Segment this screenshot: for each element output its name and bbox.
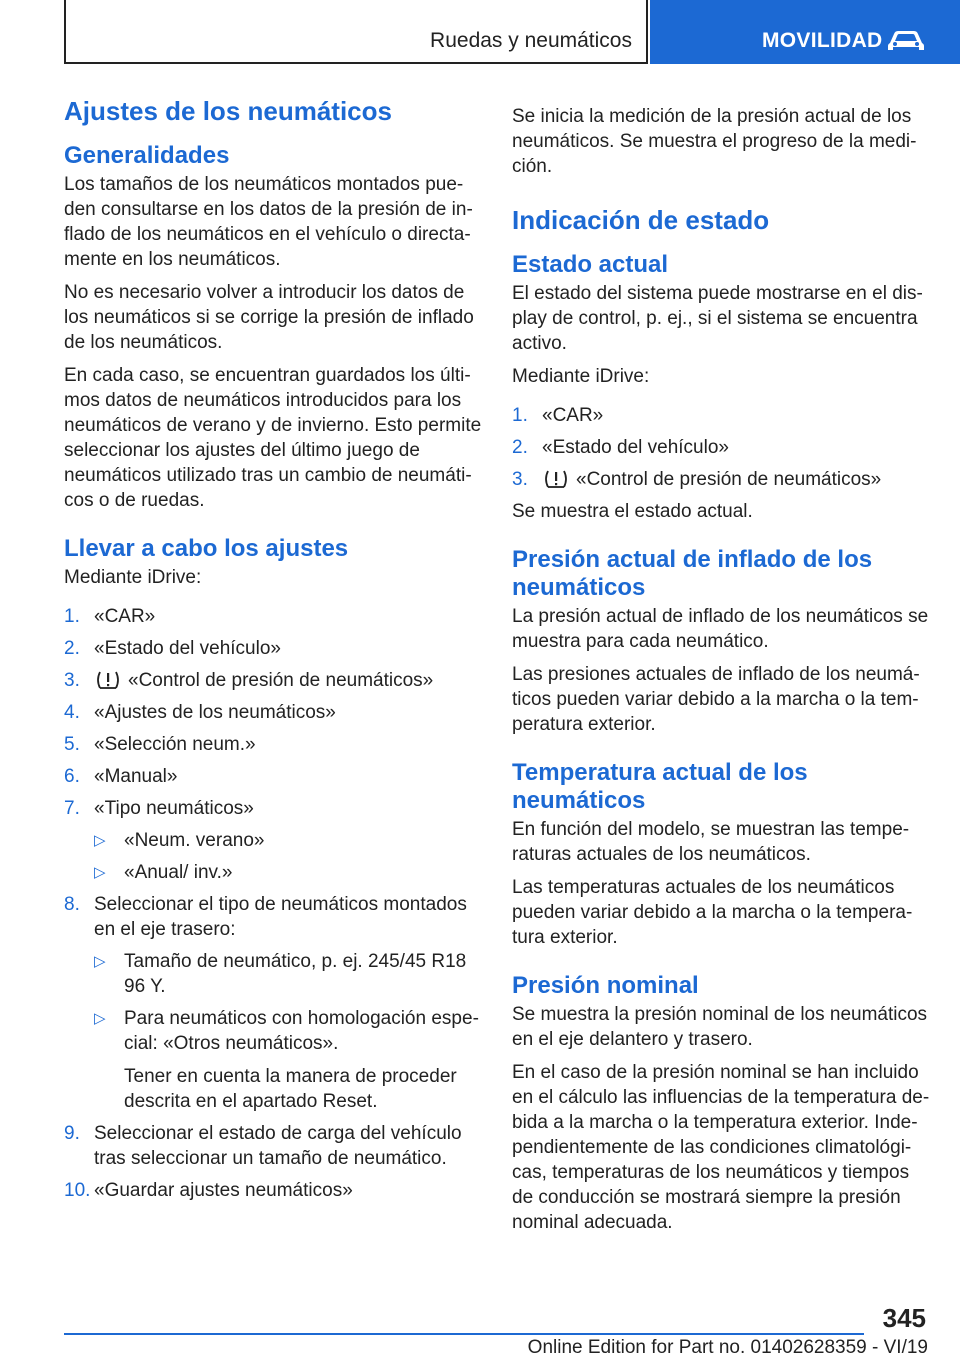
sub-list-item: ▷ Tamaño de neumático, p. ej. 245/45 R18 96 Y.	[94, 951, 467, 997]
list-item: 3. «Control de presión de neumáticos»	[512, 469, 882, 490]
list-item: 5. «Selección neum.»	[64, 734, 256, 755]
chapter-title: MOVILIDAD	[762, 29, 883, 52]
heading-perform-settings: Llevar a cabo los ajustes	[64, 535, 349, 562]
paragraph: La presión actual de inflado de los neumáticos se muestra para cada neumático.	[512, 606, 929, 652]
sub-list-item: ▷ «Anual/ inv.»	[94, 862, 233, 883]
left-column	[64, 96, 482, 1210]
heading-general: Generalidades	[64, 142, 230, 169]
list-item: 2. «Estado del vehículo»	[64, 638, 281, 659]
paragraph: No es necesario volver a introducir los datos de los neumáticos si se corrige la presión de inflado de los neumáticos.	[64, 282, 474, 353]
paragraph: Se muestra la presión nominal de los neumáticos en el eje delantero y trasero.	[512, 1004, 928, 1050]
settings-steps	[64, 604, 482, 1203]
tire-pressure-warning-icon	[542, 469, 570, 489]
heading-current-temperature: Temperatura actual de los neumáticos	[512, 759, 808, 814]
status-steps	[512, 403, 930, 492]
list-item: 1. «CAR»	[512, 405, 604, 426]
heading-current-pressure: Presión actual de inflado de los neumáticos	[512, 546, 873, 601]
list-item: 3. «Control de presión de neumáticos»	[64, 670, 434, 691]
footer-divider	[64, 1333, 864, 1335]
sub-note: Tener en cuenta la manera de proceder descrita en el apartado Reset.	[124, 1066, 457, 1112]
paragraph: Se inicia la medición de la presión actual de los neumáticos. Se muestra el progreso de la medición.	[512, 106, 917, 177]
sub-list	[94, 828, 482, 885]
paragraph: En cada caso, se encuentran guardados los últimos datos de neumáticos introducidos para los neumáticos de verano y de invierno. Esto permite seleccionar los ajustes del último juego de neumáticos utilizado tras un cambio de neumáticos o de ruedas.	[64, 365, 482, 511]
paragraph: Mediante iDrive:	[512, 366, 650, 387]
paragraph: Mediante iDrive:	[64, 567, 202, 588]
car-icon	[886, 27, 926, 53]
paragraph: Los tamaños de los neumáticos montados pueden consultarse en los datos de la presión de inflado de los neumáticos en el vehículo o directamente en los neumáticos.	[64, 174, 473, 270]
list-item: 4. «Ajustes de los neumáticos»	[64, 702, 336, 723]
sub-list-item: ▷ «Neum. verano»	[94, 830, 265, 851]
triangle-bullet-icon: ▷	[94, 864, 106, 881]
list-item: 10. «Guardar ajustes neumáticos»	[64, 1180, 353, 1201]
triangle-bullet-icon: ▷	[94, 832, 106, 849]
triangle-bullet-icon: ▷	[94, 1010, 106, 1027]
list-item: 1. «CAR»	[64, 606, 156, 627]
paragraph: Se muestra el estado actual.	[512, 501, 753, 522]
paragraph: En el caso de la presión nominal se han incluido en el cálculo las influencias de la temperatura debida a la marcha o la temperatura exterior. Independientemente de las condiciones climatológicas, temperaturas de los neumáticos y tiempos de conducción se mostrará siempre la presión nominal adecuada.	[512, 1062, 930, 1233]
triangle-bullet-icon: ▷	[94, 953, 106, 970]
page-number: 345	[882, 1303, 926, 1333]
chapter-tab	[650, 0, 960, 64]
list-item: 8. Seleccionar el tipo de neumáticos montados en el eje trasero: ▷ Tamaño de neumático, p. ej. 245/45 R18 96 Y. ▷ Para neumáticos con homologación especial: «Otros neumáticos». Tener en cuenta la manera de proceder descrita en el apartado Reset.	[64, 892, 482, 1114]
section-title: Ruedas y neumáticos	[430, 29, 632, 52]
paragraph: Las presiones actuales de inflado de los neumáticos pueden variar debido a la marcha o la temperatura exterior.	[512, 664, 920, 735]
tire-pressure-warning-icon	[94, 670, 122, 690]
heading-status-display: Indicación de estado	[512, 205, 770, 235]
right-column	[512, 104, 930, 1243]
list-item: 6. «Manual»	[64, 766, 178, 787]
sub-list	[94, 949, 482, 1114]
sub-list-item: ▷ Para neumáticos con homologación especial: «Otros neumáticos». Tener en cuenta la manera de proceder descrita en el apartado Reset.	[94, 1006, 482, 1114]
list-item: 9. Seleccionar el estado de carga del vehículo tras seleccionar un tamaño de neumático.	[64, 1123, 462, 1169]
edition-note: Online Edition for Part no. 01402628359 - VI/19	[527, 1337, 928, 1358]
heading-tire-settings: Ajustes de los neumáticos	[64, 96, 392, 126]
list-item: 2. «Estado del vehículo»	[512, 437, 729, 458]
paragraph: El estado del sistema puede mostrarse en el display de control, p. ej., si el sistema se encuentra activo.	[512, 283, 923, 354]
paragraph: Las temperaturas actuales de los neumáticos pueden variar debido a la marcha o la temperatura exterior.	[512, 877, 913, 948]
section-tab	[64, 0, 648, 64]
page-header	[0, 0, 960, 66]
list-item: 7. «Tipo neumáticos» ▷ «Neum. verano» ▷ «Anual/ inv.»	[64, 796, 482, 885]
heading-nominal-pressure: Presión nominal	[512, 972, 699, 999]
paragraph: En función del modelo, se muestran las temperaturas actuales de los neumáticos.	[512, 819, 910, 865]
heading-current-status: Estado actual	[512, 251, 669, 278]
